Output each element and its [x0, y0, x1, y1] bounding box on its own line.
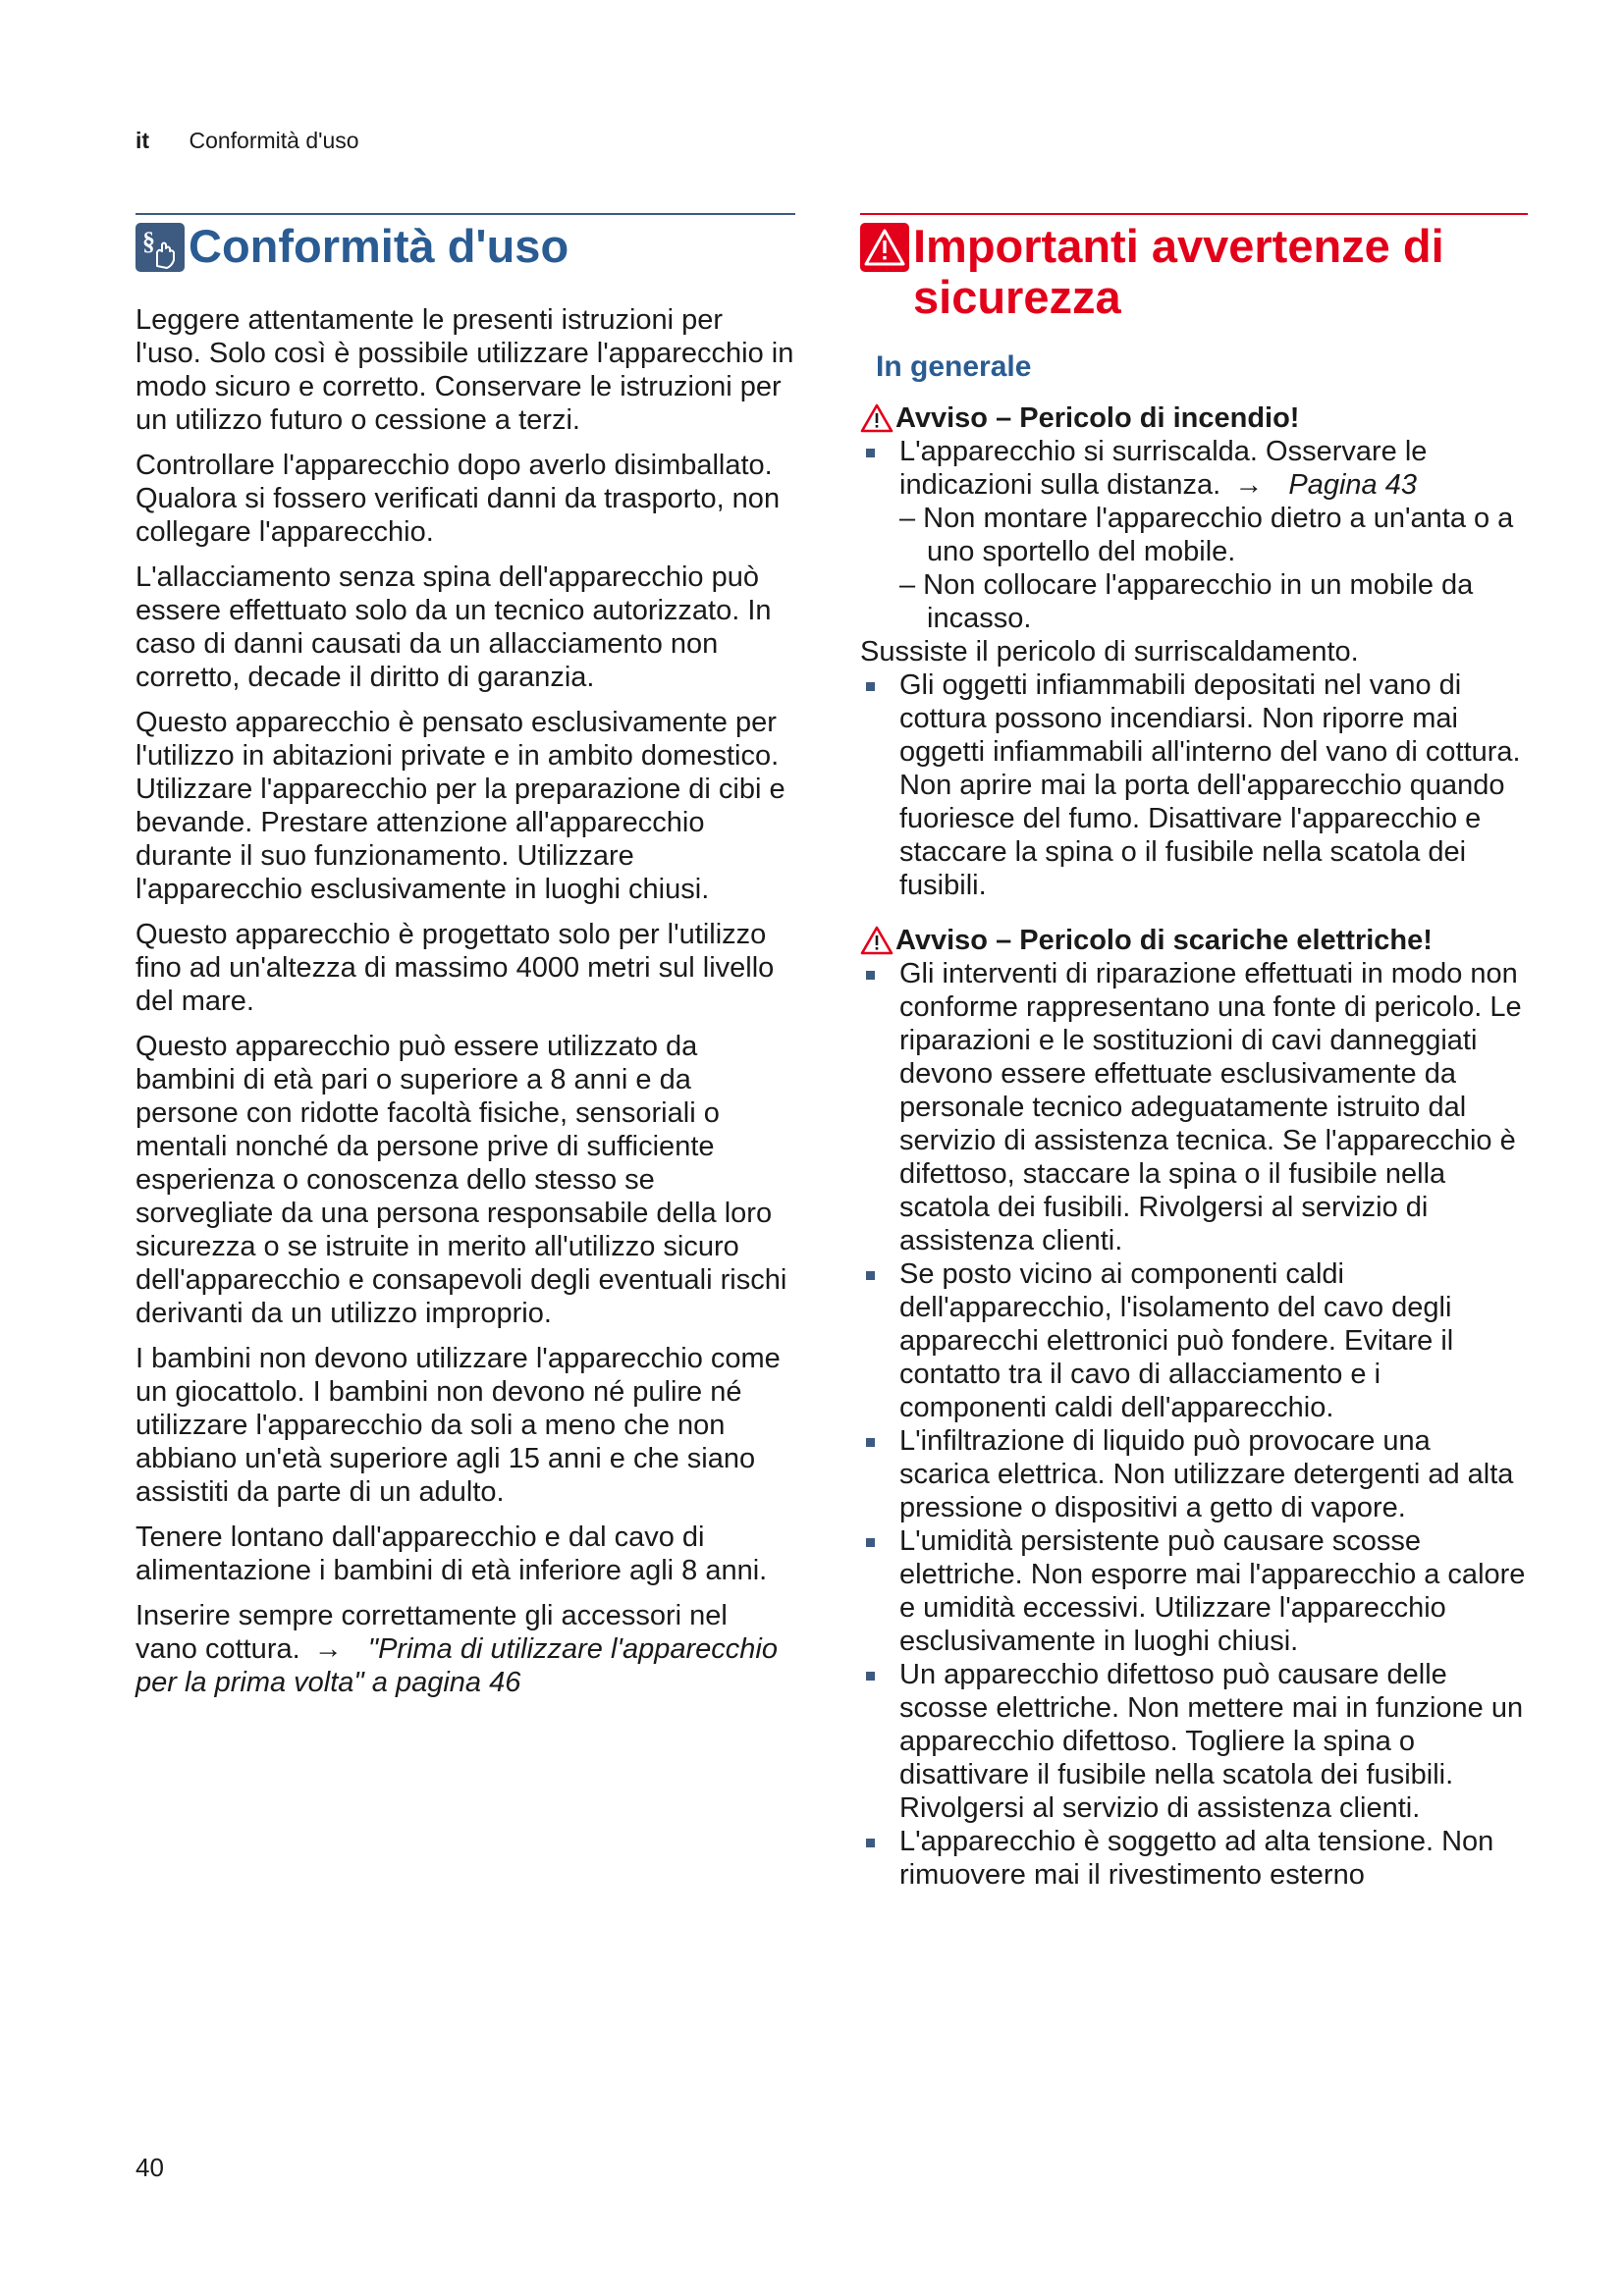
- note-text: Sussiste il pericolo di surriscaldamento.: [860, 636, 1359, 667]
- list-item-text: L'apparecchio è soggetto ad alta tensione. Non rimuovere mai il rivestimento esterno: [899, 1826, 1494, 1891]
- sub-list-item: – Non collocare l'apparecchio in un mobile da incasso.: [899, 569, 1474, 634]
- bullet-icon: [866, 1839, 875, 1847]
- list-item: [860, 668, 1528, 902]
- warning-icon: [860, 223, 909, 272]
- section-title-conformity: [135, 221, 795, 272]
- svg-text:§: §: [142, 227, 155, 255]
- list-item-text: L'apparecchio si surriscalda. Osservare le indicazioni sulla distanza.: [899, 436, 1428, 501]
- bullet-icon: [866, 1672, 875, 1681]
- paragraph: Controllare l'apparecchio dopo averlo disimballato. Qualora si fossero verificati danni da trasporto, non collegare l'apparecchio.: [135, 450, 781, 548]
- list-item-text: Gli oggetti infiammabili depositati nel vano di cottura possono incendiarsi. Non riporre mai oggetti infiammabili all'interno del vano di cottura. Non aprire mai la porta dell'apparecchio quando fuoriesce del fumo. Disattivare l'apparecchio e staccare la spina o il fusibile nella scatola dei fusibili.: [899, 669, 1521, 901]
- paragraph: Leggere attentamente le presenti istruzioni per l'uso. Solo così è possibile utilizzare l'apparecchio in modo sicuro e corretto. Conservare le istruzioni per un utilizzo futuro o cessione a terzi.: [135, 304, 794, 436]
- warning-triangle-icon: [860, 403, 893, 433]
- intended-use-text: [135, 303, 795, 1699]
- list-item: [860, 1524, 1528, 1658]
- list-item: [860, 957, 1528, 1257]
- paragraph: Questo apparecchio è progettato solo per l'utilizzo fino ad un'altezza di massimo 4000 metri sul livello del mare.: [135, 919, 775, 1017]
- warning-title: Avviso – Pericolo di scariche elettriche!: [895, 925, 1433, 956]
- list-item-text: Gli interventi di riparazione effettuati in modo non conforme rappresentano una fonte di pericolo. Le riparazioni e le sostituzioni di cavi danneggiati devono essere effettuate esclusivamente da personale tecnico adeguatamente istruito dal servizio di assistenza tecnica. Se l'apparecchio è difettoso, staccare la spina o il fusibile nella scatola dei fusibili. Rivolgersi al servizio di assistenza clienti.: [899, 958, 1522, 1256]
- paragraph: L'allacciamento senza spina dell'apparecchio può essere effettuato solo da un tecnico autorizzato. In caso di danni causati da un allacciamento non corretto, decade il diritto di garanzia.: [135, 561, 772, 693]
- list-item: [860, 1257, 1528, 1424]
- bullet-icon: [866, 1438, 875, 1447]
- list-item: [860, 435, 1528, 502]
- warning-triangle-icon: [860, 926, 893, 955]
- warning-fire-list-2: [860, 668, 1528, 902]
- warning-fire-heading: [860, 401, 1528, 435]
- warning-fire-list: [860, 435, 1528, 502]
- page-reference-link[interactable]: Pagina 43: [1288, 469, 1417, 501]
- page-header: [135, 128, 359, 154]
- arrow-right-icon: →: [1234, 469, 1264, 501]
- right-column: [860, 213, 1528, 1892]
- section-title-text: Importanti avvertenze di sicurezza: [913, 220, 1444, 323]
- warning-electric-list: [860, 957, 1528, 1892]
- arrow-right-icon: →: [313, 1633, 343, 1665]
- bullet-icon: [866, 1538, 875, 1547]
- warning-electric-heading: [860, 924, 1528, 957]
- section-title-text: Conformità d'uso: [189, 220, 569, 272]
- list-item: [860, 1825, 1528, 1892]
- page-reference-link[interactable]: "Prima di utilizzare l'apparecchio per la prima volta" a pagina 46: [135, 1633, 778, 1698]
- paragraph: Questo apparecchio è pensato esclusivamente per l'utilizzo in abitazioni private e in ambito domestico. Utilizzare l'apparecchio per la preparazione di cibi e bevande. Prestare attenzione all'apparecchio durante il suo funzionamento. Utilizzare l'apparecchio esclusivamente in luoghi chiusi.: [135, 707, 785, 905]
- paragraph-with-reference: [135, 1599, 795, 1699]
- list-item-text: L'infiltrazione di liquido può provocare una scarica elettrica. Non utilizzare detergenti ad alta pressione o dispositivi a getto di vapore.: [899, 1425, 1514, 1523]
- intended-use-icon: [135, 223, 185, 272]
- list-item-text: Un apparecchio difettoso può causare delle scosse elettriche. Non mettere mai in funzione un apparecchio difettoso. Togliere la spina o disattivare il fusibile nella scatola dei fusibili. Rivolgersi al servizio di assistenza clienti.: [899, 1659, 1524, 1824]
- list-item: [860, 1424, 1528, 1524]
- language-code: it: [135, 128, 150, 153]
- bullet-icon: [866, 449, 875, 457]
- section-title-safety: [860, 221, 1528, 323]
- list-item: [860, 1658, 1528, 1825]
- sub-list: [860, 502, 1528, 635]
- paragraph-text: Inserire sempre correttamente gli accessori nel vano cottura.: [135, 1600, 728, 1665]
- bullet-icon: [866, 971, 875, 980]
- left-column: [135, 213, 795, 1711]
- bullet-icon: [866, 1271, 875, 1280]
- bullet-icon: [866, 682, 875, 691]
- paragraph: Questo apparecchio può essere utilizzato da bambini di età pari o superiore a 8 anni e da persone con ridotte facoltà fisiche, sensoriali o mentali nonché da persone prive di sufficiente esperienza o conoscenza dello stesso se sorvegliate da una persona responsabile della loro sicurezza o se istruite in merito all'utilizzo sicuro dell'apparecchio e consapevoli degli eventuali rischi derivanti da un utilizzo improprio.: [135, 1031, 787, 1329]
- sub-list-item: – Non montare l'apparecchio dietro a un'anta o a uno sportello del mobile.: [899, 503, 1514, 567]
- header-section: Conformità d'uso: [189, 128, 359, 153]
- heading-rule: [860, 213, 1528, 215]
- heading-rule: [135, 213, 795, 215]
- list-item-text: L'umidità persistente può causare scosse elettriche. Non esporre mai l'apparecchio a calore e umidità eccessivi. Utilizzare l'apparecchio esclusivamente in luoghi chiusi.: [899, 1525, 1526, 1657]
- subsection-title: In generale: [876, 350, 1032, 383]
- paragraph: Tenere lontano dall'apparecchio e dal cavo di alimentazione i bambini di età inferiore agli 8 anni.: [135, 1522, 768, 1586]
- paragraph: I bambini non devono utilizzare l'apparecchio come un giocattolo. I bambini non devono né pulire né utilizzare l'apparecchio da soli a meno che non abbiano un'età superiore agli 15 anni e che siano assistiti da parte di un adulto.: [135, 1343, 781, 1508]
- warning-title: Avviso – Pericolo di incendio!: [895, 402, 1300, 434]
- page-number: 40: [135, 2153, 164, 2182]
- list-item-text: Se posto vicino ai componenti caldi dell'apparecchio, l'isolamento del cavo degli apparecchi elettronici può fondere. Evitare il contatto tra il cavo di allacciamento e i componenti caldi dell'apparecchio.: [899, 1258, 1454, 1423]
